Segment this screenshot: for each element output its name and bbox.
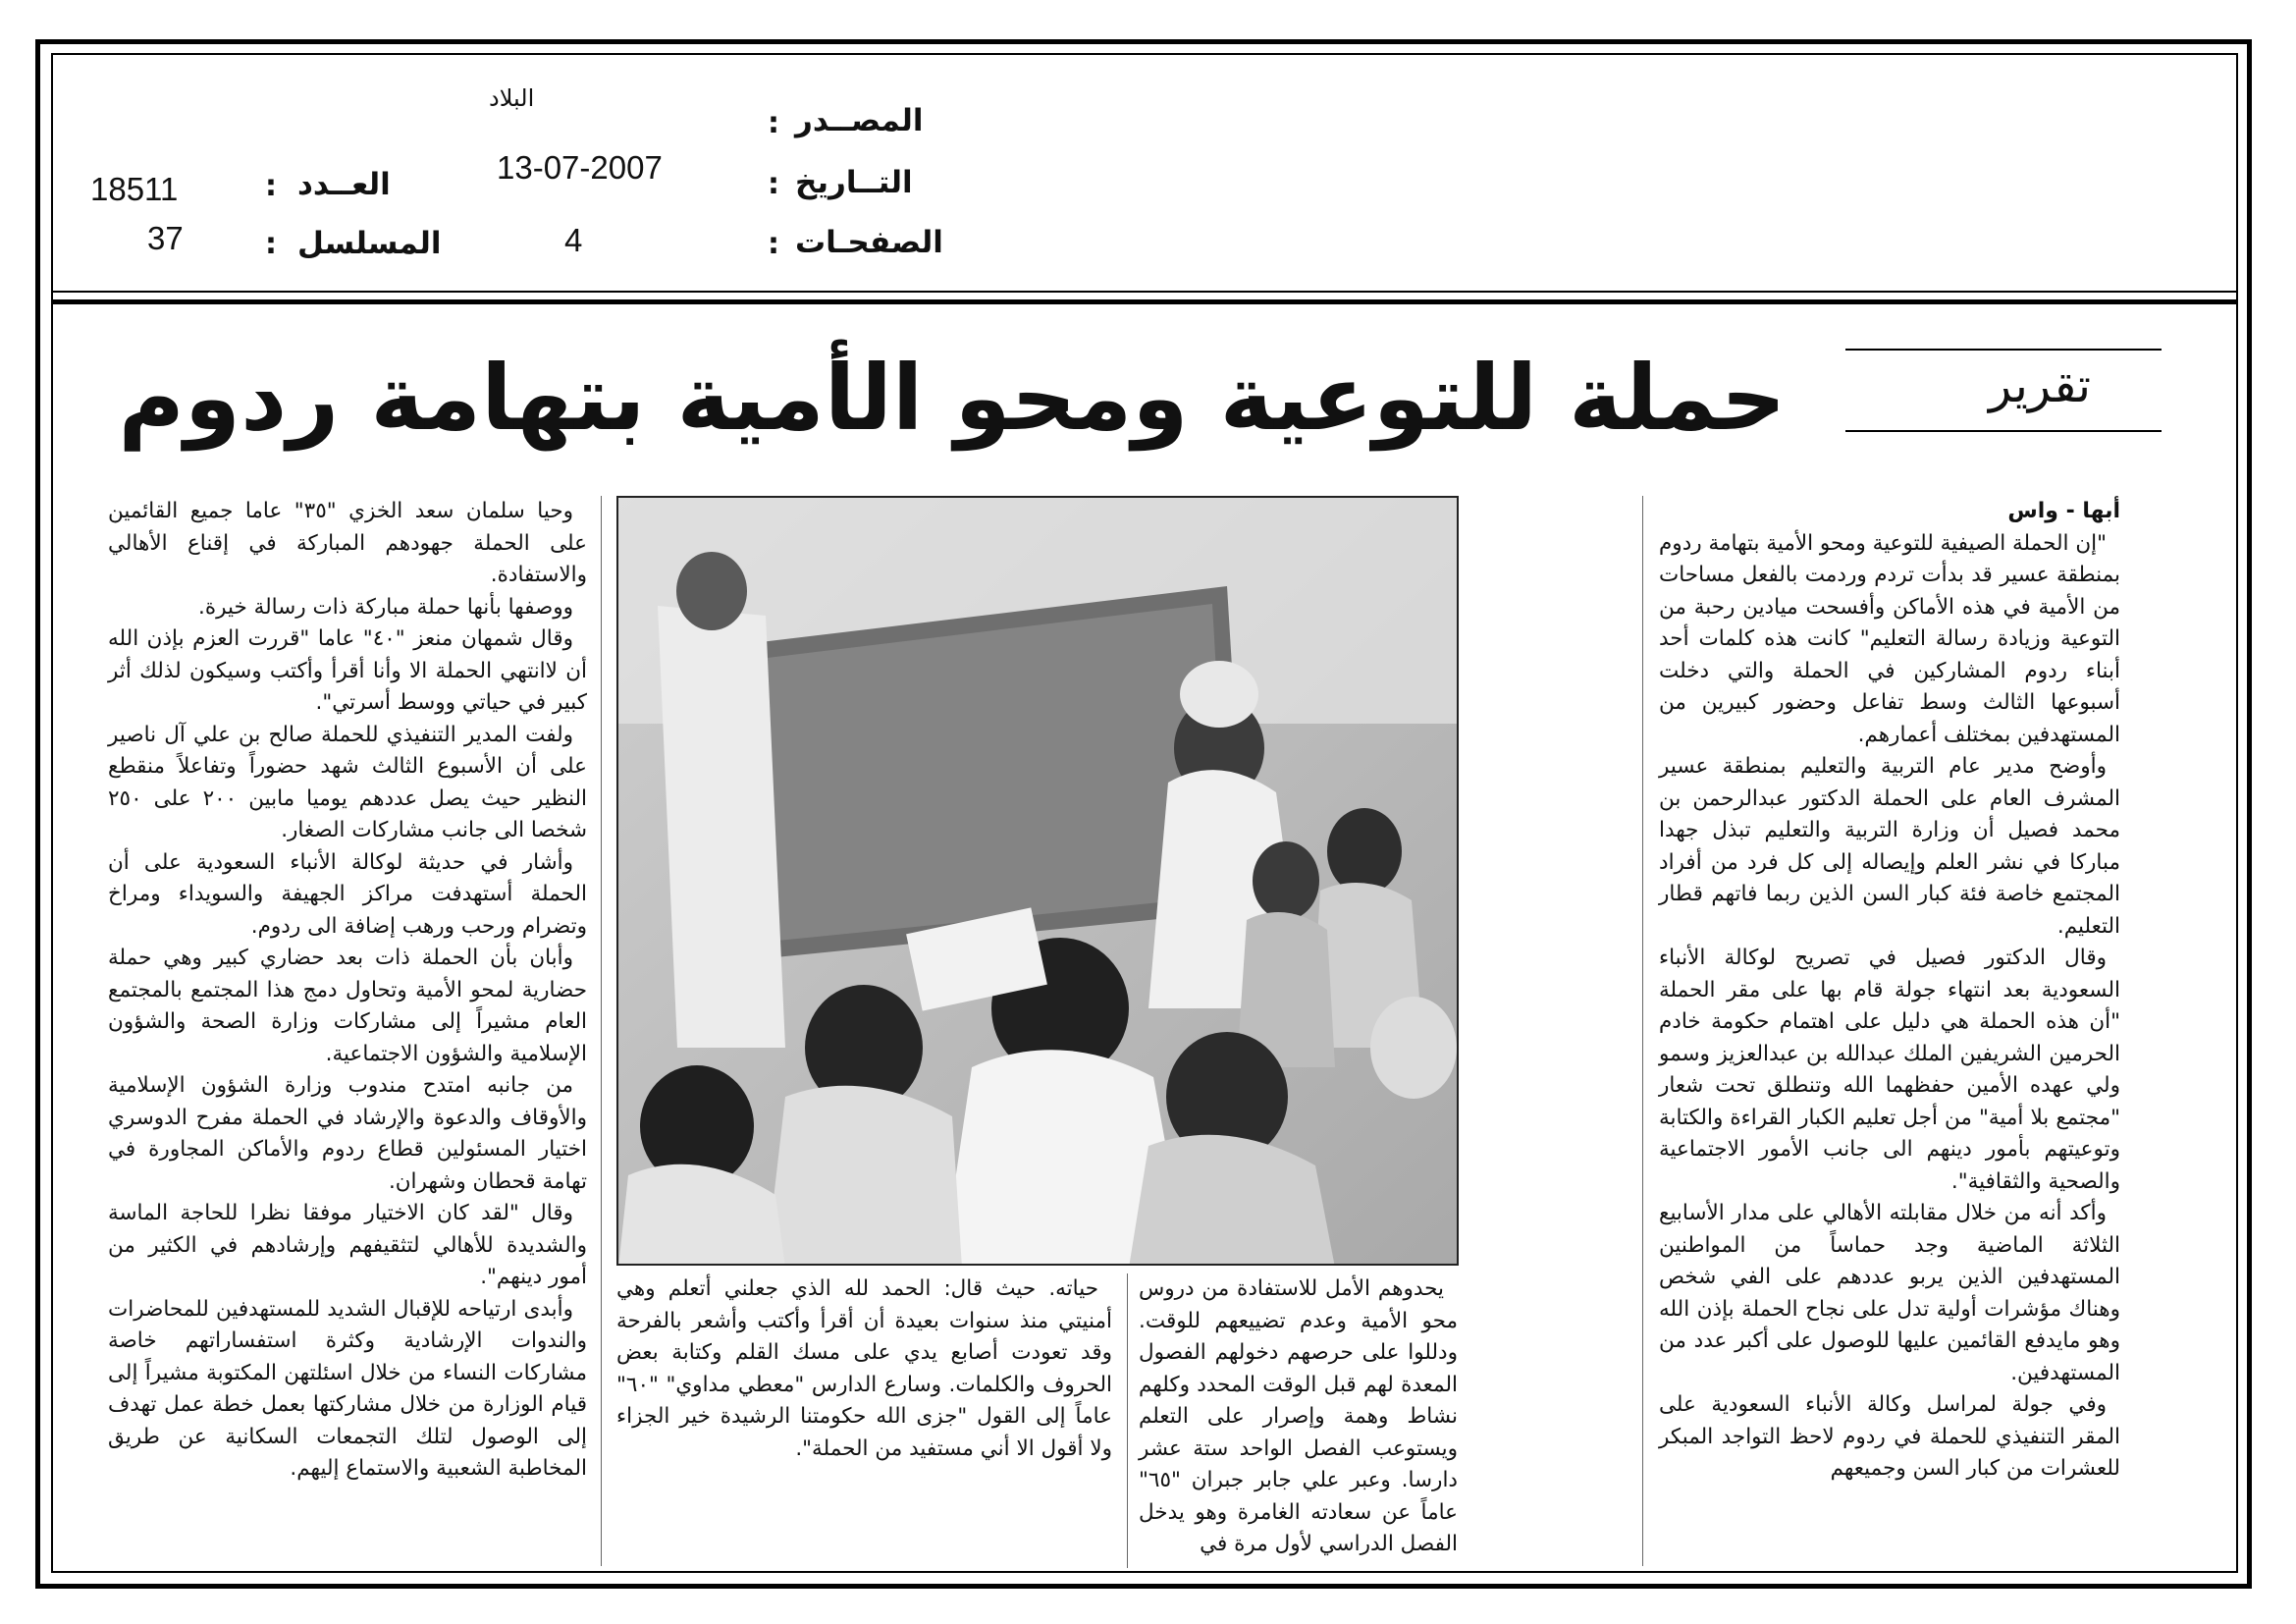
paragraph: "إن الحملة الصيفية للتوعية ومحو الأمية بتهامة ردوم بمنطقة عسير قد بدأت تردم وردمت بالفعل مساحات من الأمية في هذه الأماكن وأفسحت ميادين رحبة من التوعية وزيادة رسالة التعليم" كانت هذه كلمات أحد أبناء ردوم المشاركين في الحملة والتي دخلت أسبوعها الثالث وسط تفاعل وحضور كبيرين من المستهدفين بمختلف أعمارهم. <box>1659 530 2120 747</box>
issue-label: العــدد <box>297 167 391 202</box>
article-column-right <box>1659 496 2120 1576</box>
paragraph: ولفت المدير التنفيذي للحملة صالح بن علي آل ناصير على أن الأسبوع الثالث شهد حضوراً وتفاعلاً منقطع النظير حيث يصل عددهم يوميا مابين ٢٠٠ على ٢٥٠ شخصا الى جانب مشاركات الصغار. <box>108 722 587 842</box>
kicker-rule-bottom <box>1845 430 2162 432</box>
source-label: المصــدر <box>795 103 924 138</box>
headline: حملة للتوعية ومحو الأمية بتهامة ردوم <box>118 346 1787 451</box>
paragraph: وأوضح مدير عام التربية والتعليم بمنطقة عسير المشرف العام على الحملة الدكتور عبدالرحمن بن محمد فصيل أن وزارة التربية والتعليم تبذل جهدا مباركا في نشر العلم وإيصاله إلى كل فرد من أفراد المجتمع خاصة فئة كبار السن الذين ربما فاتهم قطار التعليم. <box>1659 754 2120 939</box>
pages-value: 4 <box>564 222 583 258</box>
paragraph: وقال شمهان منعز "٤٠" عاما "قررت العزم بإذن الله أن لاانتهي الحملة الا وأنا أقرأ وأكتب وسيكون لذلك أثر كبير في حياتي ووسط أسرتي". <box>108 626 587 715</box>
article-photo <box>616 496 1459 1266</box>
dateline: أبها - واس <box>2007 499 2120 523</box>
column-rule <box>1642 496 1643 1566</box>
issue-colon: : <box>265 169 277 203</box>
pages-colon: : <box>768 227 779 261</box>
paragraph: وأشار في حديثة لوكالة الأنباء السعودية على أن الحملة أستهدفت مراكز الجهيفة والسويداء ومراخ وتضرام ورحب ورهب إضافة الى ردوم. <box>108 849 587 939</box>
header-divider-thick <box>51 299 2238 304</box>
source-value: البلاد <box>489 84 535 112</box>
paragraph: حياته. حيث قال: الحمد لله الذي جعلني أتعلم وهي أمنيتي منذ سنوات بعيدة أن أقرأ وأكتب وأشعر بالفرحة وقد تعودت أصابع يدي على مسك القلم وكتابة بعض الحروف والكلمات. وسارع الدارس "معطي مداوي" "٦٠" عاماً إلى القول "جزى الله حكومتنا الرشيدة خير الجزاء ولا أقول الا أني مستفيد من الحملة". <box>616 1276 1112 1461</box>
serial-value: 37 <box>147 220 184 256</box>
paragraph: وقال "لقد كان الاختيار موفقا نظرا للحاجة الماسة والشديدة للأهالي لتثقيفهم وإرشادهم في الكثير من أمور دينهم". <box>108 1201 587 1289</box>
paragraph: وأكد أنه من خلال مقابلته الأهالي على مدار الأسابيع الثلاثة الماضية وجد حماساً من المواطنين المستهدفين الذين يربو عددهم على الفي شخص وهناك مؤشرات أولية تدل على نجاح الحملة بإذن الله وهو مايدفع القائمين عليها للوصول على أكبر عدد من المستهدفين. <box>1659 1201 2120 1385</box>
paragraph: ووصفها بأنها حملة مباركة ذات رسالة خيرة. <box>198 594 573 620</box>
article-column-below-photo-right <box>1139 1273 1458 1568</box>
issue-value: 18511 <box>90 171 179 207</box>
paragraph: يحدوهم الأمل للاستفادة من دروس محو الأمية وعدم تضييعهم للوقت. ودللوا على حرصهم دخولهم الفصول المعدة لهم قبل الوقت المحدد وكلهم نشاط وهمة وإصرار على التعلم ويستوعب الفصل الواحد ستة عشر دارسا. وعبر علي جابر جبران "٦٥" عاماً عن سعادته الغامرة وهو يدخل الفصل الدراسي لأول مرة في <box>1139 1276 1458 1556</box>
header-divider <box>51 291 2238 293</box>
date-colon: : <box>768 167 779 201</box>
pages-label: الصفحـات <box>795 225 943 260</box>
kicker-rule-top <box>1845 349 2162 351</box>
paragraph: وأبدى ارتياحه للإقبال الشديد للمستهدفين للمحاضرات والندوات الإرشادية وكثرة استفساراتهم خاصة مشاركات النساء من خلال اسئلتهن المكتوبة مشيراً إلى قيام الوزارة من خلال مشاركتها بعمل خطة عمل تهدف إلى الوصول لتلك التجمعات السكانية عن طريق المخاطبة الشعبية والاستماع إليهم. <box>108 1296 587 1481</box>
paragraph: من جانبه امتدح مندوب وزارة الشؤون الإسلامية والأوقاف والدعوة والإرشاد في الحملة مفرح الدوسري اختيار المسئولين قطاع ردوم والأماكن المجاورة في تهامة قحطان وشهران. <box>108 1073 587 1194</box>
classroom-photo <box>618 498 1459 1266</box>
date-value: 13-07-2007 <box>497 149 663 186</box>
article-column-below-photo-middle <box>616 1273 1112 1568</box>
kicker: تقرير <box>1989 358 2091 413</box>
paragraph: وأبان بأن الحملة ذات بعد حضاري كبير وهي حملة حضارية لمحو الأمية وتحاول دمج هذا المجتمع بالمجتمع العام مشيراً إلى مشاركات وزارة الصحة والشؤون الإسلامية والشؤون الاجتماعية. <box>108 946 587 1066</box>
paragraph: وقال الدكتور فصيل في تصريح لوكالة الأنباء السعودية بعد انتهاء جولة قام بها على مقر الحملة "أن هذه الحملة هي دليل على اهتمام حكومة خادم الحرمين الشريفين الملك عبدالله بن عبدالعزيز وسمو ولي عهده الأمين حفظهما الله وتنطلق تحت شعار "مجتمع بلا أمية" من أجل تعليم الكبار القراءة والكتابة وتوعيتهم بأمور دينهم الى جانب الأمور الاجتماعية والصحية والثقافية". <box>1659 946 2120 1194</box>
article-column-left <box>108 496 587 1576</box>
paragraph: وفي جولة لمراسل وكالة الأنباء السعودية على المقر التنفيذي للحملة في ردوم لاحظ التواجد المبكر للعشرات من كبار السن وجميعهم <box>1659 1392 2120 1481</box>
date-label: التــاريخ <box>795 165 913 200</box>
serial-colon: : <box>265 227 277 261</box>
source-colon: : <box>768 106 779 140</box>
serial-label: المسلسل <box>297 226 442 261</box>
column-rule <box>601 496 602 1566</box>
column-rule <box>1127 1273 1128 1568</box>
paragraph: وحيا سلمان سعد الخزي "٣٥" عاما جميع القائمين على الحملة جهودهم المباركة في إقناع الأهالي والاستفادة. <box>108 499 587 587</box>
